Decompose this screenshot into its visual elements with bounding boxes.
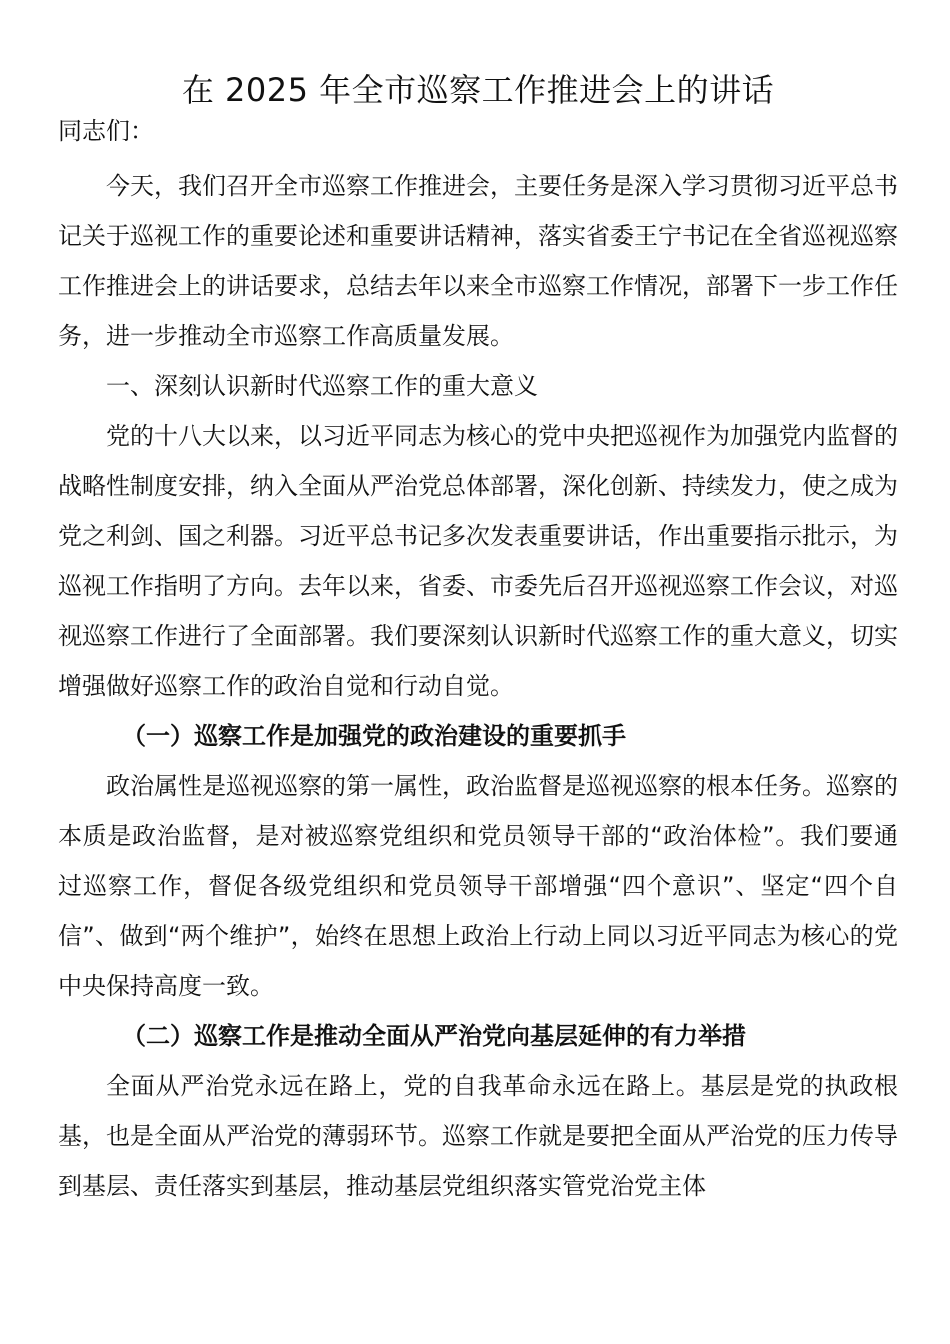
- subsection-1-heading: （一）巡察工作是加强党的政治建设的重要抓手: [122, 722, 626, 750]
- document-page: [58, 66, 898, 1211]
- document-title: 在 2025 年全市巡察工作推进会上的讲话: [181, 71, 775, 109]
- subsection-1-paragraph: 政治属性是巡视巡察的第一属性，政治监督是巡视巡察的根本任务。巡察的本质是政治监督，是对被巡察党组织和党员领导干部的“政治体检”。我们要通过巡察工作，督促各级党组织和党员领导干部增强“四个意识”、坚定“四个自信”、做到“两个维护”，始终在思想上政治上行动上同以习近平同志为核心的党中央保持高度一致。: [58, 772, 898, 1000]
- subsection-2-paragraph: 全面从严治党永远在路上，党的自我革命永远在路上。基层是党的执政根基，也是全面从严治党的薄弱环节。巡察工作就是要把全面从严治党的压力传导到基层、责任落实到基层，推动基层党组织落实管党治党主体: [58, 1072, 898, 1200]
- section-1-heading: 一、深刻认识新时代巡察工作的重大意义: [106, 372, 538, 400]
- subsection-2-heading: （二）巡察工作是推动全面从严治党向基层延伸的有力举措: [122, 1022, 746, 1050]
- intro-paragraph: 今天，我们召开全市巡察工作推进会，主要任务是深入学习贯彻习近平总书记关于巡视工作的重要论述和重要讲话精神，落实省委王宁书记在全省巡视巡察工作推进会上的讲话要求，总结去年以来全市巡察工作情况，部署下一步工作任务，进一步推动全市巡察工作高质量发展。: [58, 172, 898, 350]
- section-1-paragraph: 党的十八大以来，以习近平同志为核心的党中央把巡视作为加强党内监督的战略性制度安排，纳入全面从严治党总体部署，深化创新、持续发力，使之成为党之利剑、国之利器。习近平总书记多次发表重要讲话，作出重要指示批示，为巡视工作指明了方向。去年以来，省委、市委先后召开巡视巡察工作会议，对巡视巡察工作进行了全面部署。我们要深刻认识新时代巡察工作的重大意义，切实增强做好巡察工作的政治自觉和行动自觉。: [58, 422, 898, 700]
- salutation: 同志们：: [58, 117, 154, 145]
